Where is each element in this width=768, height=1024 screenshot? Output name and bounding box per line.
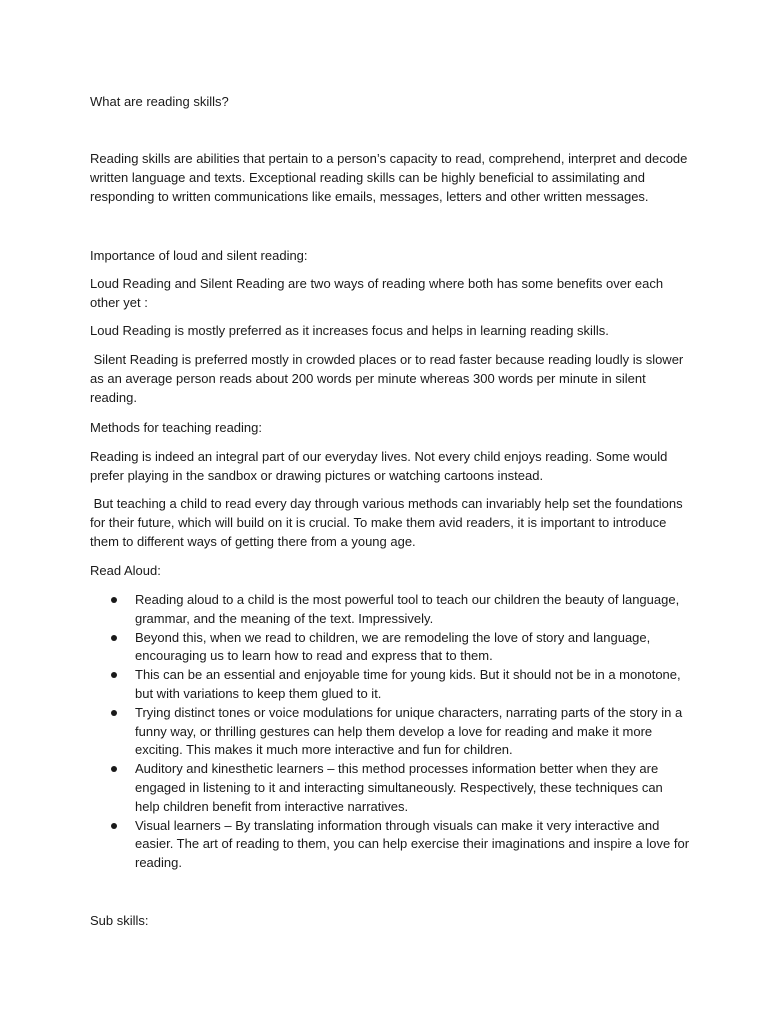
bullet-icon — [111, 823, 117, 829]
paragraph-loud-reading: Loud Reading is mostly preferred as it increases focus and helps in learning reading skills. — [90, 323, 609, 338]
bullet-icon — [111, 597, 117, 603]
heading-methods: Methods for teaching reading: — [90, 420, 262, 435]
list-item-text: Beyond this, when we read to children, we are remodeling the love of story and language, encouraging us to learn how to read and express that to them. — [135, 629, 651, 664]
paragraph-teaching: But teaching a child to read every day through various methods can invariably help set the foundations for their future, which will build on it is crucial. To make them avid readers, it is important to introduce them to different ways of getting there from a young age. — [90, 496, 687, 549]
paragraph-reading-skills: Reading skills are abilities that pertain to a person’s capacity to read, comprehend, interpret and decode written language and texts. Exceptional reading skills can be highly beneficial to assimilating and responding to written communications like emails, messages, letters and other written messages. — [90, 151, 688, 204]
list-item — [90, 591, 690, 629]
list-item-text: Auditory and kinesthetic learners – this method processes information better when they are engaged in listening to it and interacting simultaneously. Respectively, these techniques can help children benefit from interactive narratives. — [135, 761, 663, 814]
bullet-icon — [111, 635, 117, 641]
heading-read-aloud: Read Aloud: — [90, 563, 161, 578]
bullet-icon — [111, 710, 117, 716]
list-item — [90, 817, 690, 873]
read-aloud-list — [90, 591, 690, 873]
list-item — [90, 629, 690, 667]
paragraph-silent-reading: Silent Reading is preferred mostly in crowded places or to read faster because reading loudly is slower as an average person reads about 200 words per minute whereas 300 words per minute in silent reading. — [90, 352, 687, 405]
list-item-text: This can be an essential and enjoyable time for young kids. But it should not be in a monotone, but with variations to keep them glued to it. — [135, 667, 681, 701]
bullet-icon — [111, 766, 117, 772]
heading-reading-skills: What are reading skills? — [90, 94, 229, 109]
list-item — [90, 666, 690, 704]
heading-importance: Importance of loud and silent reading: — [90, 248, 308, 263]
list-item-text: Reading aloud to a child is the most powerful tool to teach our children the beauty of language, grammar, and the meaning of the text. Impressively. — [135, 592, 680, 626]
list-item-text: Visual learners – By translating information through visuals can make it very interactive and easier. The art of reading to them, you can help exercise their imaginations and inspire a love for reading. — [135, 817, 690, 871]
list-item — [90, 704, 690, 760]
bullet-icon — [111, 672, 117, 678]
paragraph-loud-silent: Loud Reading and Silent Reading are two ways of reading where both has some benefits over each other yet : — [90, 276, 664, 310]
paragraph-integral: Reading is indeed an integral part of our everyday lives. Not every child enjoys reading. Some would prefer playing in the sandbox or drawing pictures or watching cartoons instead. — [90, 449, 668, 483]
list-item-text: Trying distinct tones or voice modulations for unique characters, narrating parts of the story in a funny way, or thrilling gestures can help them develop a love for reading and make it more exciting. This makes it much more interactive and fun for children. — [135, 704, 683, 758]
list-item — [90, 760, 690, 816]
heading-sub-skills: Sub skills: — [90, 913, 149, 928]
